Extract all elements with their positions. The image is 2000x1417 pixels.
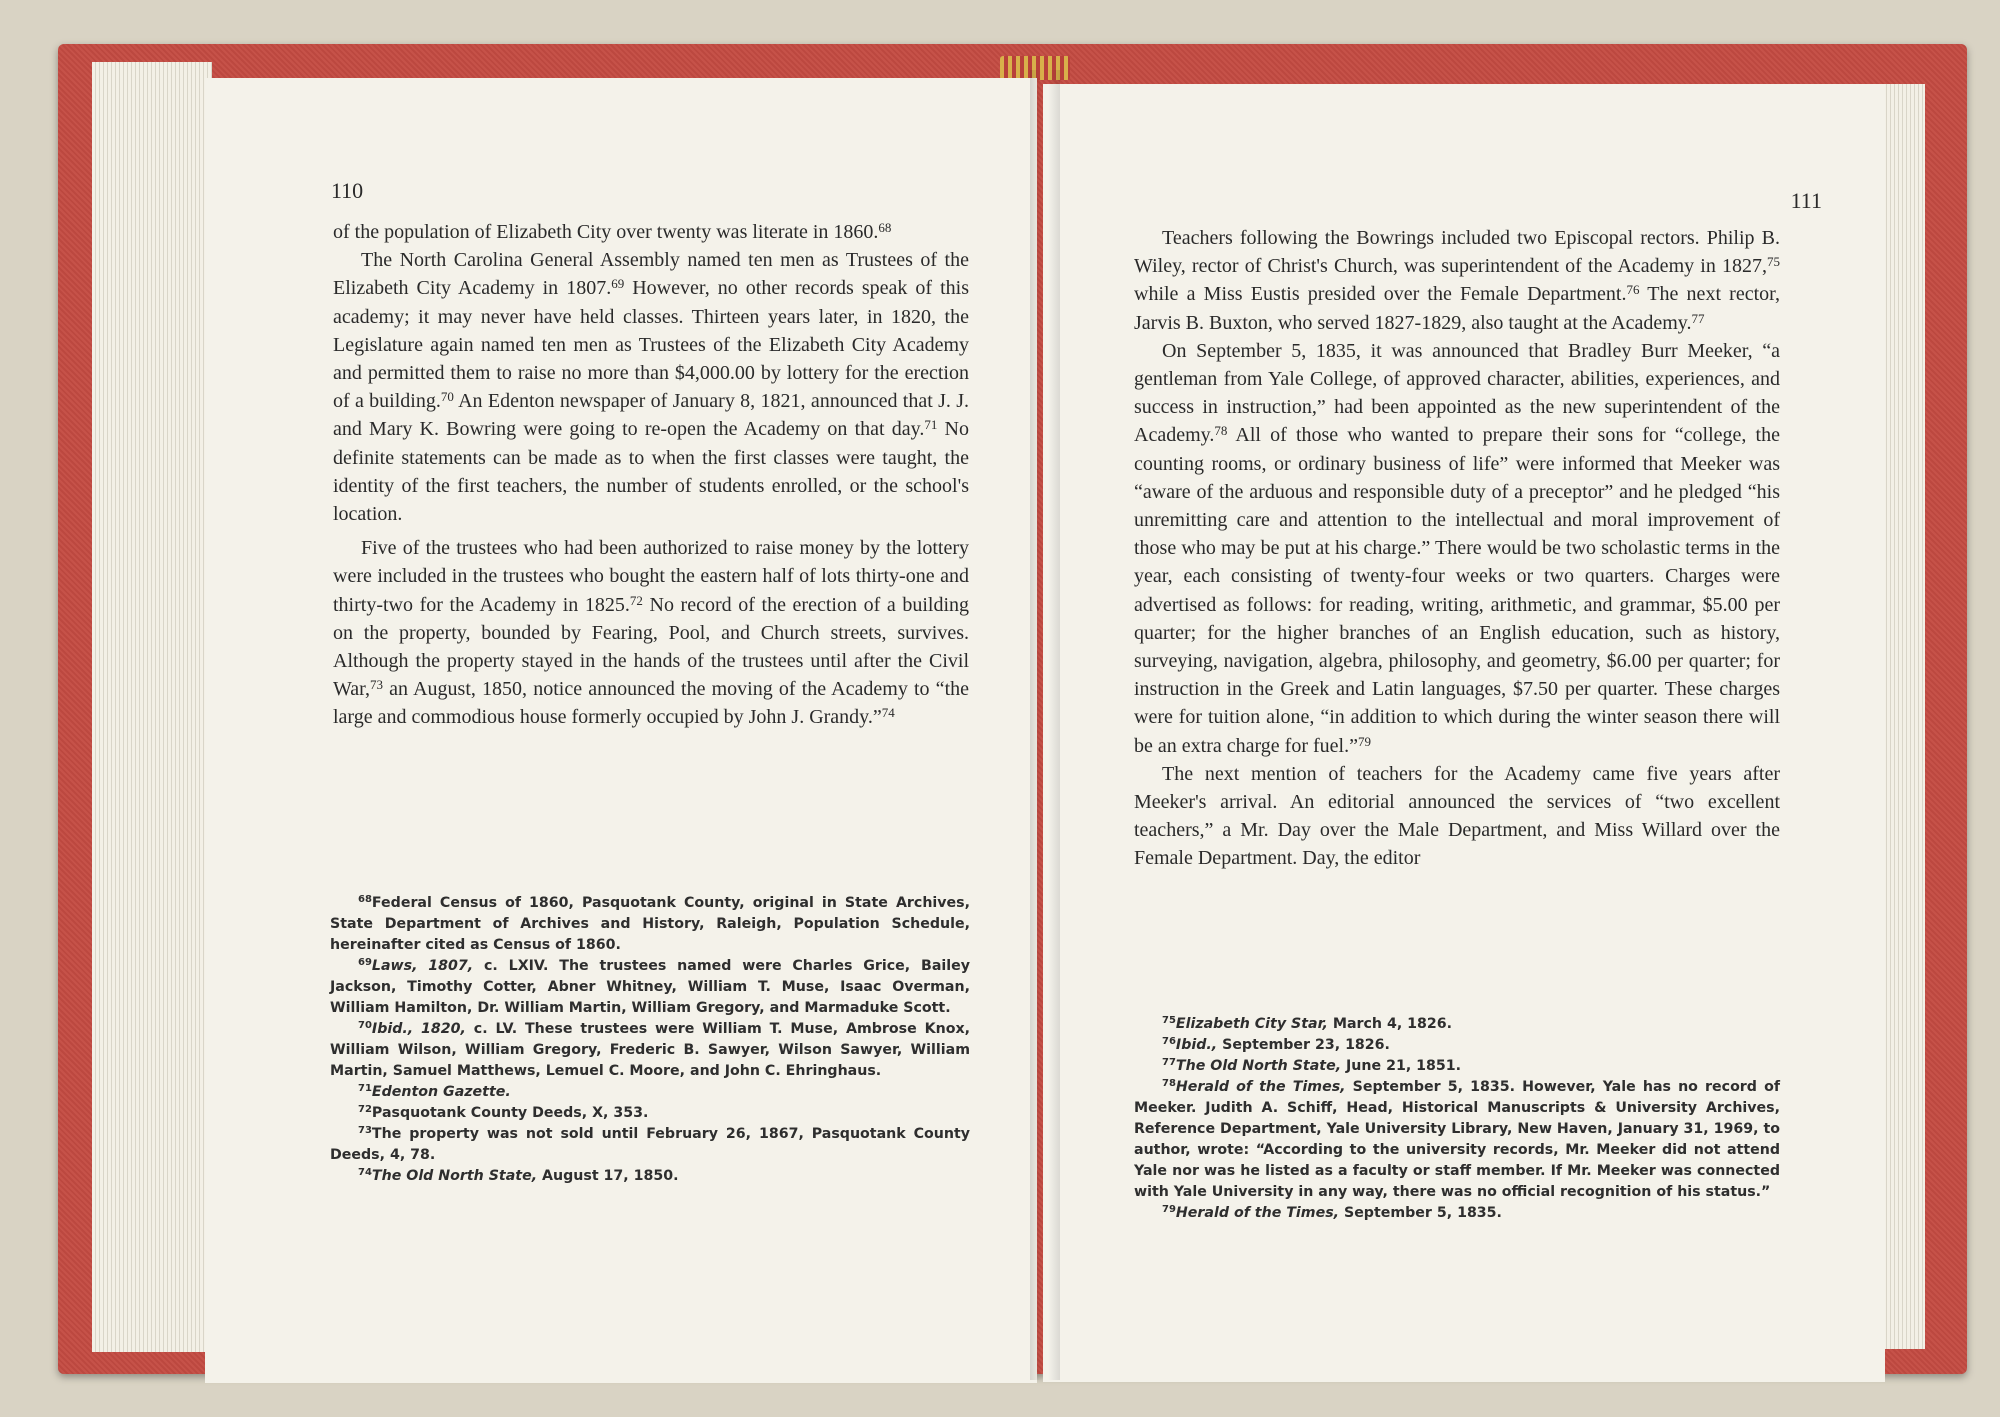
page-edges-left xyxy=(92,62,212,1352)
right-footnotes xyxy=(1134,1014,1780,1224)
footnote: $^{74}$The Old North State, August 17, 1850. xyxy=(358,1167,679,1184)
footnote: $^{78}$Herald of the Times, September 5, 1835. However, Yale has no record of Meeker. Judith A. Schiff, Head, Historical Manuscripts & University Archives, Reference Department, Yale University Library, New Haven, January 31, 1969, to author, wrote: “According to the university records, Mr. Meeker did not attend Yale nor was he listed as a faculty or staff member. If Mr. Meeker was connected with Yale University in any way, there was no official recognition of his status.” xyxy=(1134,1078,1780,1200)
right-body-text xyxy=(1134,224,1780,873)
footnote: $^{79}$Herald of the Times, September 5, 1835. xyxy=(1162,1204,1502,1221)
footnote: $^{76}$Ibid., September 23, 1826. xyxy=(1162,1036,1390,1053)
paragraph: The next mention of teachers for the Academy came five years after Meeker's arrival. An editorial announced the services of “two excellent teachers,” a Mr. Day over the Male Department, and Miss Willard over the Female Department. Day, the editor xyxy=(1134,762,1780,870)
footnote-ref[interactable]: 72 xyxy=(629,592,643,608)
left-body-text xyxy=(333,218,969,732)
footnote: $^{75}$Elizabeth City Star, March 4, 1826. xyxy=(1162,1015,1453,1032)
footnote: $^{72}$Pasquotank County Deeds, X, 353. xyxy=(358,1104,649,1121)
footnote: $^{69}$Laws, 1807, c. LXIV. The trustees named were Charles Grice, Bailey Jackson, Timothy Cotter, Abner Whitney, William T. Muse, Isaac Overman, William Hamilton, Dr. William Martin, William Gregory, and Marmaduke Scott. xyxy=(330,957,970,1016)
footnote-ref[interactable]: 76 xyxy=(1626,282,1640,298)
right-page xyxy=(1043,84,1885,1382)
book-gutter xyxy=(1030,70,1060,1380)
paragraph: Five of the trustees who had been authorized to raise money by the lottery were included in the trustees who bought the eastern half of lots thirty-one and thirty-two for the Academy in 1825.72 No record of the erection of a building on the property, bounded by Fearing, Pool, and Church streets, survives. Although the property stayed in the hands of the trustees until after the Civil War,$^{73}$ an August, 1850, notice announced the moving of the Academy to “the large and commodious house formerly occupied by John J. Grandy.”$^{74}$ xyxy=(333,537,969,729)
footnote-ref[interactable]: 79 xyxy=(1357,733,1371,749)
footnote-ref[interactable]: 68 xyxy=(878,220,892,235)
footnote: $^{70}$Ibid., 1820, c. LV. These trustees were William T. Muse, Ambrose Knox, William Wilson, William Gregory, Frederic B. Sawyer, Wilson Sawyer, William Martin, Samuel Matthews, Lemuel C. Moore, and John C. Ehringhaus. xyxy=(330,1020,970,1079)
paragraph: of the population of Elizabeth City over twenty was literate in 1860.68 xyxy=(333,220,892,243)
footnote-ref[interactable]: 77 xyxy=(1691,310,1705,326)
footnote: $^{68}$Federal Census of 1860, Pasquotank County, original in State Archives, State Department of Archives and History, Raleigh, Population Schedule, hereinafter cited as Census of 1860. xyxy=(330,894,970,953)
footnote-ref[interactable]: 73 xyxy=(370,677,384,693)
left-page xyxy=(205,78,1037,1383)
footnote-ref[interactable]: 74 xyxy=(881,705,895,721)
footnote-ref[interactable]: 75 xyxy=(1767,254,1780,270)
footnote: $^{77}$The Old North State, June 21, 1851. xyxy=(1162,1057,1462,1074)
footnote-ref[interactable]: 70 xyxy=(440,389,454,405)
footnote-ref[interactable]: 71 xyxy=(924,417,938,433)
paragraph: Teachers following the Bowrings included two Episcopal rectors. Philip B. Wiley, rector of Christ's Church, was superintendent of the Academy in 1827,75 while a Miss Eustis presided over the Female Department.$^{76}$ The next rector, Jarvis B. Buxton, who served 1827-1829, also taught at the Academy.$^{77}$ xyxy=(1134,227,1780,334)
paragraph: On September 5, 1835, it was announced that Bradley Burr Meeker, “a gentleman from Yale College, of approved character, abilities, experiences, and success in instruction,” had been appointed as the new superintendent of the Academy.$^{78}$ All of those who wanted to prepare their sons for “college, the counting rooms, or ordinary business of life” were informed that Meeker was “aware of the arduous and responsible duty of a preceptor” and he pledged “his unremitting care and attention to the intellectual and moral improvement of those who may be put at his charge.” There would be two scholastic terms in the year, each consisting of twenty-four weeks or two quarters. Charges were advertised as follows: for reading, writing, arithmetic, and grammar, $5.00 per quarter; for the higher branches of an English education, such as history, surveying, navigation, algebra, philosophy, and geometry, $6.00 per quarter; for instruction in the Greek and Latin languages, $7.50 per quarter. These charges were for tuition alone, “in addition to which during the winter season there will be an extra charge for fuel.”$^{79}$ xyxy=(1134,339,1780,757)
footnote-ref[interactable]: 69 xyxy=(611,276,625,292)
paragraph: The North Carolina General Assembly named ten men as Trustees of the Elizabeth City Academy in 1807.69 However, no other records speak of this academy; it may never have held classes. Thirteen years later, in 1820, the Legislature again named ten men as Trustees of the Elizabeth City Academy and permitted them to raise no more than $4,000.00 by lottery for the erection of a building.$^{70}$ An Edenton newspaper of January 8, 1821, announced that J. J. and Mary K. Bowring were going to re-open the Academy on that day.$^{71}$ No definite statements can be made as to when the first classes were taught, the identity of the first teachers, the number of students enrolled, or the school's location. xyxy=(333,249,969,526)
footnote: $^{73}$The property was not sold until February 26, 1867, Pasquotank County Deeds, 4, 78. xyxy=(330,1125,970,1163)
footnote-ref[interactable]: 78 xyxy=(1214,423,1228,439)
page-number-left: 110 xyxy=(331,178,364,203)
footnote: $^{71}$Edenton Gazette. xyxy=(358,1083,511,1100)
page-number-right: 111 xyxy=(1790,188,1822,213)
left-footnotes xyxy=(330,893,970,1187)
